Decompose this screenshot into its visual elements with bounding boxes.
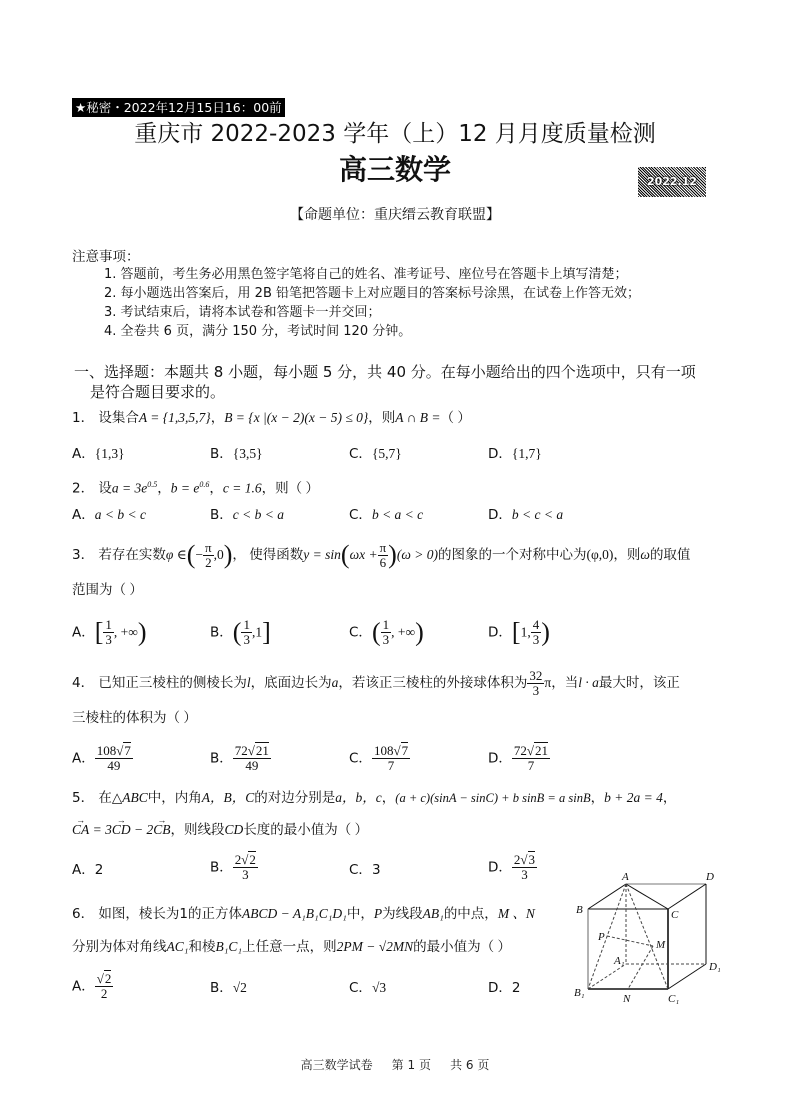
option-a[interactable] <box>72 744 133 773</box>
separator: ， <box>662 790 677 806</box>
option-text: 2 <box>94 862 104 878</box>
question-text: 的图象的一个对称中心为 <box>437 547 587 562</box>
denominator: 6 <box>379 554 387 570</box>
total-pages: 6 <box>465 1058 474 1072</box>
option-text: {3,5} <box>232 446 263 461</box>
minus-sign: − <box>195 547 204 562</box>
question-text: 的正方体 <box>187 906 242 921</box>
bracket-close: ] <box>262 617 271 647</box>
question-5-line2 <box>72 820 368 840</box>
option-a[interactable] <box>72 618 147 647</box>
option-label: B． <box>210 624 233 641</box>
math-expr: a <box>331 675 339 690</box>
option-label: C． <box>349 980 372 996</box>
numerator: 72√21 <box>513 743 549 758</box>
math-expr: π <box>544 675 552 690</box>
option-c[interactable] <box>349 618 424 647</box>
coefficient: 108 <box>373 743 394 758</box>
question-6-line2 <box>72 937 511 957</box>
label-c: C <box>671 909 679 921</box>
option-text: a < b < c <box>94 507 146 522</box>
option-c[interactable] <box>349 444 402 464</box>
radicand: 21 <box>255 743 269 758</box>
math-expr: A = {1,3,5,7} <box>138 410 211 425</box>
option-text: , +∞ <box>113 624 138 640</box>
question-1 <box>72 408 471 428</box>
denominator: 3 <box>105 632 112 647</box>
question-4 <box>72 666 680 700</box>
option-text: √3 <box>371 980 387 995</box>
answer-blank: 的最小值为（ ） <box>413 939 511 954</box>
answer-blank: （ ） <box>440 410 471 425</box>
option-b[interactable] <box>210 744 271 773</box>
option-label: D． <box>488 507 512 523</box>
coefficient: 72 <box>234 743 248 758</box>
math-expr: △ABC <box>111 790 148 805</box>
option-b[interactable] <box>210 978 247 998</box>
edge-cd <box>668 884 706 909</box>
question-text: 设集合 <box>98 410 139 425</box>
separator: ， <box>590 790 605 806</box>
option-text: c < b < a <box>232 507 284 522</box>
label-b: B <box>576 904 583 916</box>
math-expr: b + 2a = 4 <box>604 790 663 805</box>
fraction <box>95 744 133 773</box>
fraction <box>233 744 271 773</box>
numerator: 4 <box>532 617 540 632</box>
edge-ac <box>626 884 668 909</box>
bracket-close: ) <box>541 617 550 647</box>
math-expr: B₁C₁ <box>215 939 243 954</box>
option-c[interactable] <box>349 860 381 880</box>
exam-title: 重庆市 2022-2023 学年（上）12 月月度质量检测 <box>134 121 656 147</box>
option-label: C． <box>349 624 372 641</box>
numerator: 32 <box>529 667 543 683</box>
denominator: 7 <box>527 758 535 773</box>
coefficient: 2 <box>234 852 242 867</box>
label-a1: A₁ <box>614 955 625 967</box>
math-expr: l <box>246 675 251 690</box>
bracket-open: ( <box>371 617 381 647</box>
footer-total-suffix: 页 <box>477 1058 490 1072</box>
question-number: 3． <box>72 547 95 563</box>
vector-ca: → CA <box>72 820 89 840</box>
date-badge <box>638 167 706 197</box>
math-expr: y = sin <box>303 547 341 562</box>
separator: ， <box>157 480 171 497</box>
option-text: ,1 <box>251 624 263 640</box>
option-label: A． <box>72 750 95 767</box>
option-label: A． <box>72 507 95 523</box>
cube-figure <box>568 866 740 1011</box>
math-expr: ABCD − A₁B₁C₁D₁ <box>241 906 347 921</box>
math-expr: l · a <box>578 675 599 690</box>
label-m: M <box>656 939 666 951</box>
footer-subject: 高三数学试卷 <box>300 1058 373 1072</box>
exam-subject: 高三数学 <box>338 153 451 186</box>
option-text: , +∞ <box>391 624 416 640</box>
bracket-open: [ <box>94 617 104 647</box>
question-number: 4． <box>72 675 95 691</box>
math-expr: = 3 <box>89 822 112 837</box>
option-b[interactable] <box>210 618 271 647</box>
label-d1: D₁ <box>709 961 721 973</box>
question-text: ，底面边长为 <box>250 675 332 690</box>
math-expr: ωx + <box>349 547 378 562</box>
footer-page-prefix: 第 <box>391 1058 404 1072</box>
question-text: 最大时，该正 <box>598 675 680 690</box>
math-expr: P <box>373 906 383 921</box>
label-p: P <box>598 931 605 943</box>
option-text: {1,7} <box>511 446 542 461</box>
math-expr: M 、N <box>497 906 535 921</box>
label-n: N <box>623 993 631 1005</box>
separator: ， <box>209 480 223 497</box>
question-3-line2: 范围为（ ） <box>72 582 143 597</box>
bracket-close: ) <box>137 617 147 647</box>
fraction <box>203 541 214 570</box>
radicand: 7 <box>124 743 131 758</box>
question-text: 和棱 <box>188 939 216 954</box>
option-label: B． <box>210 446 233 462</box>
math-expr: 2PM − √2MN <box>336 939 414 954</box>
notice-item: 4. 全卷共 6 页，满分 150 分，考试时间 120 分钟。 <box>104 324 412 339</box>
question-text: 分别为体对角线 <box>72 939 167 954</box>
fraction <box>527 669 544 698</box>
option-label: C． <box>349 507 372 523</box>
coefficient: 2 <box>513 852 521 867</box>
question-4-line2: 三棱柱的体积为（ ） <box>72 710 197 725</box>
fraction <box>241 618 252 647</box>
question-text: 为线段 <box>382 906 423 921</box>
question-2 <box>72 475 319 499</box>
math-expr: 1 <box>179 906 188 922</box>
option-c[interactable] <box>349 978 386 998</box>
option-text: 1, <box>520 624 531 640</box>
denominator: 3 <box>243 632 250 647</box>
option-d[interactable] <box>488 505 563 525</box>
math-expr: AC₁ <box>166 939 189 954</box>
bracket-open: [ <box>511 617 521 647</box>
fraction <box>512 853 537 882</box>
option-text: {1,3} <box>94 446 125 461</box>
denominator: 7 <box>387 758 395 773</box>
notice-item: 1. 答题前，考生务必用黑色签字笔将自己的姓名、准考证号、座位号在答题卡上填写清楚； <box>104 267 628 282</box>
option-text: b < c < a <box>511 507 564 522</box>
paren-close: ) <box>223 540 233 569</box>
option-text: 3 <box>371 862 381 878</box>
numerator: 1 <box>382 617 390 632</box>
math-expr: − 2 <box>130 822 154 837</box>
numerator: 72√21 <box>234 743 269 758</box>
answer-blank: ，则（ ） <box>261 480 319 496</box>
notice-item: 2. 每小题选出答案后，用 2B 铅笔把答题卡上对应题目的答案标号涂黑，在试卷上作答无效； <box>104 286 640 301</box>
math-expr: (a + c)(sinA − sinC) + b sinB = a sinB <box>395 791 591 805</box>
math-expr: A，B，C <box>201 790 255 805</box>
option-label: D． <box>488 624 512 641</box>
option-d[interactable] <box>488 978 521 998</box>
fraction <box>512 744 550 773</box>
denominator: 2 <box>205 554 212 570</box>
math-expr: ω <box>640 547 650 562</box>
option-label: D． <box>488 446 512 462</box>
math-expr: c = 1.6 <box>222 480 262 496</box>
fraction <box>531 618 542 647</box>
radicand: 21 <box>535 743 549 758</box>
label-d: D <box>706 871 714 883</box>
question-text: ，若该正三棱柱的外接球体积为 <box>338 675 528 690</box>
fraction <box>233 853 258 882</box>
option-label: C． <box>349 750 372 767</box>
option-label: D． <box>488 859 512 876</box>
option-b[interactable] <box>210 505 284 525</box>
option-a[interactable] <box>72 972 113 1001</box>
question-text: 的对边分别是 <box>254 790 336 805</box>
coefficient: 108 <box>96 743 117 758</box>
radicand: 2 <box>104 971 112 986</box>
edge-c1d1 <box>668 964 706 989</box>
segment-pm <box>607 936 653 946</box>
bracket-open: ( <box>232 617 242 647</box>
denominator: 49 <box>245 758 259 773</box>
option-d[interactable] <box>488 444 542 464</box>
option-b[interactable] <box>210 853 258 882</box>
section-heading <box>74 362 734 402</box>
vector-cd: → CD <box>112 820 131 840</box>
question-number: 1． <box>72 410 95 426</box>
paren-close: ) <box>388 540 397 569</box>
option-a[interactable] <box>72 860 103 880</box>
question-text: ， 使得函数 <box>232 547 304 562</box>
exponent: 0.5 <box>147 480 158 489</box>
denominator: 3 <box>242 867 249 882</box>
radicand: 7 <box>401 743 409 758</box>
question-text: ，则 <box>368 410 396 425</box>
question-text: ，则 <box>613 547 641 562</box>
question-text: ， <box>210 410 225 426</box>
fraction <box>378 541 389 570</box>
exponent: 0.6 <box>199 480 210 489</box>
denominator: 3 <box>521 867 528 882</box>
confidential-label: ★秘密・2022年12月15日16：00前 <box>72 98 285 117</box>
math-expr: A ∩ B = <box>395 410 441 425</box>
option-a[interactable] <box>72 505 146 525</box>
question-text: ，当 <box>551 675 579 690</box>
numerator: π <box>205 539 212 555</box>
question-text: ，则线段 <box>170 822 225 837</box>
math-expr: B = {x |(x − 2)(x − 5) ≤ 0} <box>224 410 369 425</box>
fraction <box>103 618 114 647</box>
coefficient: 72 <box>513 743 527 758</box>
option-label: A． <box>72 978 95 995</box>
option-label: A． <box>72 624 95 641</box>
question-text: 的取值 <box>649 547 691 562</box>
option-d[interactable] <box>488 744 550 773</box>
option-label: B． <box>210 507 233 523</box>
numerator: 108√7 <box>373 743 409 758</box>
option-text: 2 <box>511 980 521 996</box>
numerator: π <box>379 539 387 555</box>
math-expr: a，b，c <box>335 790 382 805</box>
option-label: C． <box>349 446 372 462</box>
option-label: C． <box>349 862 372 878</box>
numerator: 2√2 <box>234 852 256 867</box>
denominator: 3 <box>532 682 540 698</box>
option-label: D． <box>488 980 512 996</box>
option-label: B． <box>210 750 233 767</box>
label-b1: B₁ <box>574 987 585 999</box>
question-text: 中，内角 <box>147 790 202 805</box>
option-label: D． <box>488 750 512 767</box>
fraction <box>372 744 410 773</box>
label-c1: C₁ <box>668 993 680 1005</box>
segment-ac1 <box>626 884 668 989</box>
option-c[interactable] <box>349 505 423 525</box>
option-label: B． <box>210 980 233 996</box>
question-5 <box>72 788 676 808</box>
segment-mn <box>628 946 653 989</box>
denominator: 49 <box>107 758 121 773</box>
denominator: 3 <box>532 632 540 647</box>
option-a[interactable] <box>72 444 125 464</box>
bracket-close: ) <box>415 617 424 647</box>
date-badge-text: 2022.12 <box>646 175 698 188</box>
numerator: 1 <box>243 617 250 632</box>
paren-open: ( <box>186 540 196 569</box>
option-label: A． <box>72 446 95 462</box>
question-text: 的中点， <box>443 906 498 921</box>
question-6 <box>72 904 535 924</box>
option-label: A． <box>72 862 95 878</box>
math-expr: a = 3e <box>111 480 148 496</box>
question-number: 5． <box>72 790 95 806</box>
denominator: 2 <box>100 986 108 1001</box>
question-text: 已知正三棱柱的侧棱长为 <box>98 675 247 690</box>
section-heading-line1: 一、选择题：本题共 8 小题，每小题 5 分，共 40 分。在每小题给出的四个选项中，只有一项 <box>74 363 696 381</box>
question-text: 如图，棱长为 <box>98 906 180 921</box>
footer-page-suffix: 页 <box>418 1058 431 1072</box>
denominator: 3 <box>382 632 390 647</box>
radicand: 2 <box>249 852 256 867</box>
page-number: 1 <box>407 1058 416 1072</box>
math-expr: (ω > 0) <box>396 547 438 562</box>
option-text: √2 <box>232 980 247 995</box>
label-a: A <box>622 871 629 883</box>
fraction <box>95 972 114 1001</box>
question-text: 设 <box>98 480 112 496</box>
question-text: 若存在实数 <box>98 547 166 562</box>
notice-title: 注意事项： <box>72 249 140 265</box>
question-text: 中， <box>346 906 374 921</box>
hidden-edge-b1a1 <box>588 964 626 989</box>
notice-item: 3. 考试结束后，请将本试卷和答题卡一并交回； <box>104 305 381 320</box>
question-text: 在 <box>98 790 112 805</box>
numerator: 1 <box>105 617 112 632</box>
page-footer <box>0 1056 790 1073</box>
option-d[interactable] <box>488 618 550 647</box>
option-d[interactable] <box>488 853 537 882</box>
radicand: 3 <box>528 852 536 867</box>
math-expr: CD <box>224 822 244 837</box>
issuing-unit: 【命题单位：重庆缙云教育联盟】 <box>290 208 500 223</box>
numerator: 108√7 <box>96 743 131 758</box>
numerator: √2 <box>96 971 112 986</box>
edge-ba <box>588 884 626 909</box>
option-text: {5,7} <box>371 446 402 461</box>
section-heading-line2: 是符合题目要求的。 <box>90 383 226 401</box>
math-expr: φ ∈ <box>165 547 187 562</box>
question-number: 6． <box>72 906 95 922</box>
numerator: 2√3 <box>513 852 536 867</box>
question-text: 上任意一点，则 <box>242 939 337 954</box>
math-expr: ,0 <box>213 547 224 562</box>
separator: ， <box>381 790 396 806</box>
paren-open: ( <box>340 540 350 569</box>
math-expr: AB₁ <box>422 906 444 921</box>
vector-cb: → CB <box>153 820 170 840</box>
option-text: b < a < c <box>371 507 424 522</box>
option-label: B． <box>210 859 233 876</box>
option-b[interactable] <box>210 444 263 464</box>
footer-total-prefix: 共 <box>450 1058 463 1072</box>
question-text: 长度的最小值为（ ） <box>243 822 369 837</box>
math-expr: (φ,0) <box>586 547 614 562</box>
math-expr: b = e <box>170 480 200 496</box>
question-3 <box>72 538 690 572</box>
question-number: 2． <box>72 480 95 497</box>
option-c[interactable] <box>349 744 410 773</box>
fraction <box>381 618 392 647</box>
